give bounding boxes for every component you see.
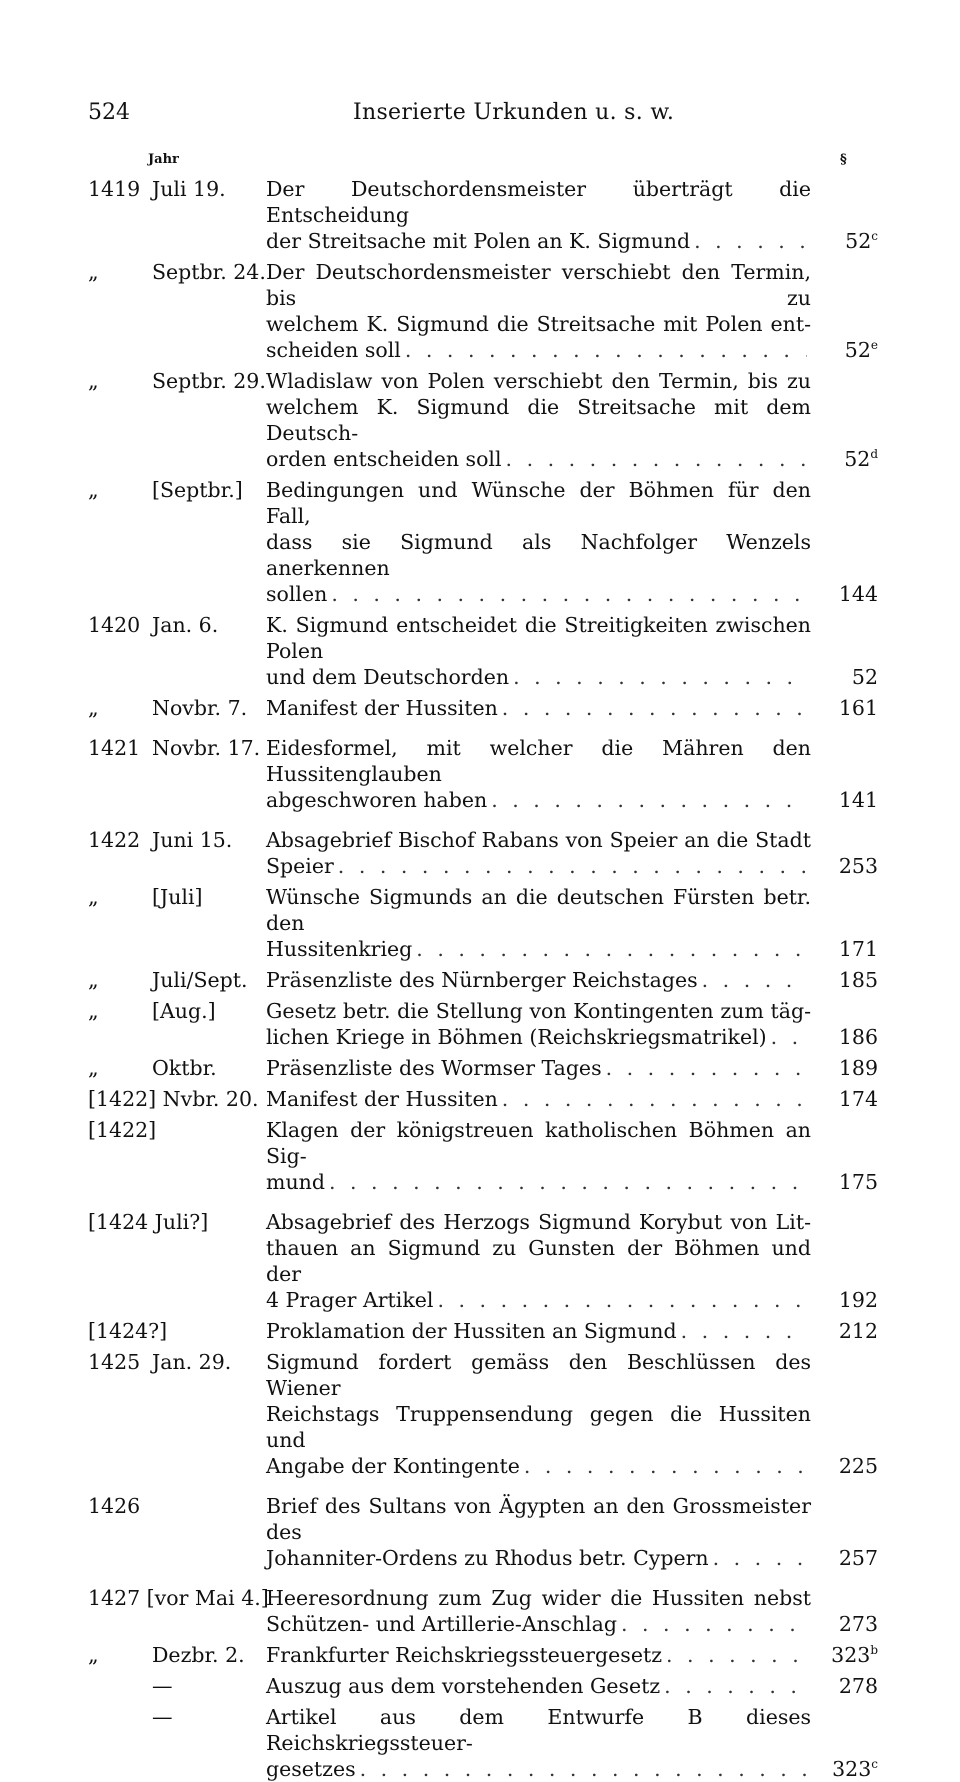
entry-line: Brief des Sultans von Ägypten an den Grossmeister des	[266, 1494, 811, 1544]
entry-description	[266, 1086, 811, 1112]
entry-row	[88, 884, 878, 962]
section-reference: 323$^c$	[832, 1757, 878, 1781]
entry-last-line-text: Manifest der Hussiten	[266, 696, 498, 720]
entry-last-line-text: Johanniter-Ordens zu Rhodus betr. Cypern	[266, 1546, 709, 1570]
entry-date: Novbr. 17.	[152, 736, 261, 760]
section-reference-suffix: d	[870, 447, 878, 461]
entry-line: Der Deutschordensmeister überträgt die Entscheidung	[266, 177, 811, 227]
entry-last-line	[266, 1673, 811, 1699]
entry-description	[266, 967, 811, 993]
entry-description	[266, 612, 811, 690]
entry-description	[266, 1642, 811, 1668]
entry-description	[266, 1117, 811, 1195]
entry-last-line-text: mund	[266, 1170, 325, 1194]
dot-leader	[416, 936, 807, 962]
entry-last-line-text: Angabe der Kontingente	[266, 1454, 520, 1478]
entry-row	[88, 735, 878, 813]
page-header	[88, 96, 818, 136]
entry-last-line	[266, 1453, 811, 1479]
section-reference: 161	[838, 696, 878, 720]
entry-row	[88, 1055, 878, 1081]
entry-last-line-text: orden entscheiden soll	[266, 447, 502, 471]
entry-line: Der Deutschordensmeister verschiebt den Termin, bis zu	[266, 260, 811, 310]
section-column-heading: §	[840, 152, 847, 167]
section-reference-suffix: e	[870, 338, 878, 352]
entry-last-line-text: Manifest der Hussiten	[266, 1087, 498, 1111]
entry-row	[88, 1642, 878, 1668]
dot-leader	[506, 446, 807, 472]
section-reference: 323$^b$	[831, 1643, 878, 1667]
dot-leader	[491, 787, 807, 813]
entry-last-line	[266, 1318, 811, 1344]
entry-line: Absagebrief des Herzogs Sigmund Korybut von Lit-	[266, 1210, 811, 1234]
dot-leader	[664, 1673, 807, 1699]
entry-year: [1422] Nvbr. 20.	[88, 1087, 259, 1111]
entry-year: 1425	[88, 1350, 141, 1374]
entry-description	[266, 1318, 811, 1344]
entry-line: Artikel aus dem Entwurfe B dieses Reichskriegssteuer-	[266, 1705, 811, 1755]
section-reference: 141	[838, 788, 878, 812]
column-headings	[88, 152, 868, 172]
entry-last-line	[266, 1642, 811, 1668]
section-reference: 52$^c$	[845, 229, 878, 253]
section-reference: 175	[838, 1170, 878, 1194]
entry-row	[88, 259, 878, 363]
entry-date: —	[152, 1705, 173, 1729]
entry-last-line	[266, 1086, 811, 1112]
entry-description	[266, 1349, 811, 1479]
entry-line: Eidesformel, mit welcher die Mähren den Hussitenglauben	[266, 736, 811, 786]
entry-last-line-text: Speier	[266, 854, 334, 878]
entry-description	[266, 1209, 811, 1313]
entry-line: Wladislaw von Polen verschiebt den Termin, bis zu	[266, 369, 811, 393]
entry-description	[266, 1493, 811, 1571]
entry-row	[88, 477, 878, 607]
section-reference: 273	[838, 1612, 878, 1636]
entry-row	[88, 176, 878, 254]
section-reference-suffix: c	[871, 229, 878, 243]
entry-description	[266, 695, 811, 721]
entry-line: Heeresordnung zum Zug wider die Hussiten nebst	[266, 1586, 811, 1610]
dot-leader	[694, 228, 807, 254]
section-reference: 212	[838, 1319, 878, 1343]
entry-line: welchem K. Sigmund die Streitsache mit Polen ent-	[266, 312, 811, 336]
section-reference: 225	[838, 1454, 878, 1478]
entry-last-line	[266, 446, 811, 472]
entry-list	[88, 176, 878, 1782]
entry-row	[88, 1673, 878, 1699]
entry-year: [1422]	[88, 1118, 157, 1142]
entry-line: Klagen der königstreuen katholischen Böhmen an Sig-	[266, 1118, 811, 1168]
entry-line: Gesetz betr. die Stellung von Kontingenten zum täg-	[266, 999, 811, 1023]
entry-date: Juni 15.	[152, 828, 233, 852]
dot-leader	[621, 1611, 807, 1637]
entry-description	[266, 1673, 811, 1699]
entry-year: „	[88, 968, 99, 992]
section-reference: 52	[851, 665, 878, 689]
section-reference: 52$^d$	[844, 447, 878, 471]
entry-row	[88, 1493, 878, 1571]
entry-description	[266, 998, 811, 1050]
entry-date: Dezbr. 2.	[152, 1643, 245, 1667]
entry-last-line	[266, 1611, 811, 1637]
dot-leader	[331, 581, 807, 607]
entry-description	[266, 1585, 811, 1637]
entry-last-line-text: Präsenzliste des Nürnberger Reichstages	[266, 968, 698, 992]
entry-last-line	[266, 664, 811, 690]
entry-row	[88, 967, 878, 993]
entry-line: Bedingungen und Wünsche der Böhmen für den Fall,	[266, 478, 811, 528]
entry-last-line	[266, 967, 811, 993]
entry-line: Sigmund fordert gemäss den Beschlüssen des Wiener	[266, 1350, 811, 1400]
entry-last-line	[266, 1545, 811, 1571]
entry-date: [Septbr.]	[152, 478, 243, 502]
section-reference: 174	[838, 1087, 878, 1111]
section-reference: 278	[838, 1674, 878, 1698]
dot-leader	[502, 695, 807, 721]
entry-row	[88, 1318, 878, 1344]
entry-row	[88, 368, 878, 472]
entry-row	[88, 1349, 878, 1479]
entry-date: —	[152, 1674, 173, 1698]
entry-description	[266, 884, 811, 962]
dot-leader	[524, 1453, 807, 1479]
entry-last-line	[266, 936, 811, 962]
entry-last-line-text: Hussitenkrieg	[266, 937, 413, 961]
dot-leader	[329, 1169, 807, 1195]
entry-year: „	[88, 260, 99, 284]
entry-last-line	[266, 228, 811, 254]
entry-last-line-text: 4 Prager Artikel	[266, 1288, 434, 1312]
dot-leader	[713, 1545, 807, 1571]
entry-last-line-text: der Streitsache mit Polen an K. Sigmund	[266, 229, 691, 253]
entry-year: 1427 [vor Mai 4.]	[88, 1586, 269, 1610]
section-reference: 185	[838, 968, 878, 992]
entry-date: [Aug.]	[152, 999, 216, 1023]
entry-year: „	[88, 999, 99, 1023]
entry-last-line-text: Frankfurter Reichskriegssteuergesetz	[266, 1643, 662, 1667]
section-reference-suffix: c	[871, 1757, 878, 1771]
dot-leader	[360, 1756, 807, 1782]
entry-date: Oktbr.	[152, 1056, 217, 1080]
entry-last-line-text: scheiden soll	[266, 338, 401, 362]
section-reference: 253	[838, 854, 878, 878]
dot-leader	[681, 1318, 807, 1344]
entry-last-line	[266, 853, 811, 879]
entry-line: K. Sigmund entscheidet die Streitigkeiten zwischen Polen	[266, 613, 811, 663]
entry-row	[88, 1117, 878, 1195]
entry-year: „	[88, 696, 99, 720]
entry-last-line-text: Auszug aus dem vorstehenden Gesetz	[266, 1674, 661, 1698]
entry-year: [1424 Juli?]	[88, 1210, 209, 1234]
entry-description	[266, 259, 811, 363]
year-column-heading: Jahr	[148, 152, 179, 167]
entry-last-line	[266, 695, 811, 721]
entry-last-line	[266, 1055, 811, 1081]
entry-last-line-text: abgeschworen haben	[266, 788, 488, 812]
entry-last-line-text: und dem Deutschorden	[266, 665, 510, 689]
entry-date: Septbr. 29.	[152, 369, 266, 393]
dot-leader	[437, 1287, 807, 1313]
dot-leader	[606, 1055, 807, 1081]
section-reference: 52e	[844, 338, 878, 362]
entry-year: 1421	[88, 736, 141, 760]
page-number: 524	[88, 100, 130, 125]
entry-last-line-text: sollen	[266, 582, 328, 606]
entry-date: Novbr. 7.	[152, 696, 248, 720]
entry-last-line-text: lichen Kriege in Böhmen (Reichskriegsmatrikel)	[266, 1025, 767, 1049]
entry-year: „	[88, 369, 99, 393]
entry-year: „	[88, 1056, 99, 1080]
entry-line: thauen an Sigmund zu Gunsten der Böhmen und der	[266, 1236, 811, 1286]
entry-last-line-text: Proklamation der Hussiten an Sigmund	[266, 1319, 677, 1343]
entry-row	[88, 998, 878, 1050]
section-reference: 144	[838, 582, 878, 606]
entry-line: welchem K. Sigmund die Streitsache mit dem Deutsch-	[266, 395, 811, 445]
entry-row	[88, 695, 878, 721]
entry-last-line-text: Schützen- und Artillerie-Anschlag	[266, 1612, 617, 1636]
section-reference: 192	[838, 1288, 878, 1312]
entry-last-line	[266, 1169, 811, 1195]
dot-leader	[502, 1086, 807, 1112]
entry-line: Wünsche Sigmunds an die deutschen Fürsten betr. den	[266, 885, 811, 935]
dot-leader	[666, 1642, 807, 1668]
entry-last-line-text: Präsenzliste des Wormser Tages	[266, 1056, 602, 1080]
entry-last-line	[266, 1287, 811, 1313]
entry-row	[88, 1585, 878, 1637]
entry-year: 1422	[88, 828, 141, 852]
entry-date: Jan. 29.	[152, 1350, 232, 1374]
entry-last-line	[266, 337, 811, 363]
entry-year: 1419	[88, 177, 141, 201]
entry-row	[88, 1704, 878, 1782]
section-reference: 171	[838, 937, 878, 961]
entry-date: [Juli]	[152, 885, 203, 909]
entry-year: „	[88, 478, 99, 502]
entry-row	[88, 827, 878, 879]
entry-description	[266, 368, 811, 472]
entry-date: Jan. 6.	[152, 613, 219, 637]
entry-last-line-text: gesetzes	[266, 1757, 356, 1781]
dot-leader	[513, 664, 807, 690]
entry-description	[266, 477, 811, 607]
entry-description	[266, 735, 811, 813]
entry-year: 1420	[88, 613, 141, 637]
entry-description	[266, 827, 811, 879]
entry-last-line	[266, 787, 811, 813]
entry-last-line	[266, 581, 811, 607]
section-reference: 257	[838, 1546, 878, 1570]
entry-last-line	[266, 1024, 811, 1050]
entry-date: Juli/Sept.	[152, 968, 248, 992]
dot-leader	[338, 853, 807, 879]
entry-row	[88, 612, 878, 690]
entry-description	[266, 176, 811, 254]
entry-year: 1426	[88, 1494, 141, 1518]
section-reference: 189	[838, 1056, 878, 1080]
dot-leader	[405, 337, 807, 363]
entry-line: Reichstags Truppensendung gegen die Hussiten und	[266, 1402, 811, 1452]
entry-row	[88, 1086, 878, 1112]
entry-line: dass sie Sigmund als Nachfolger Wenzels anerkennen	[266, 530, 811, 580]
entry-date: Juli 19.	[152, 177, 226, 201]
entry-year: „	[88, 1643, 99, 1667]
dot-leader	[771, 1024, 807, 1050]
section-reference: 186	[838, 1025, 878, 1049]
running-title: Inserierte Urkunden u. s. w.	[353, 100, 675, 125]
entry-row	[88, 1209, 878, 1313]
section-reference-suffix: b	[870, 1643, 878, 1657]
entry-last-line	[266, 1756, 811, 1782]
entry-description	[266, 1704, 811, 1782]
entry-line: Absagebrief Bischof Rabans von Speier an die Stadt	[266, 828, 811, 852]
entry-year: „	[88, 885, 99, 909]
entry-date: Septbr. 24.	[152, 260, 266, 284]
entry-year: [1424?]	[88, 1319, 168, 1343]
dot-leader	[702, 967, 807, 993]
entry-description	[266, 1055, 811, 1081]
